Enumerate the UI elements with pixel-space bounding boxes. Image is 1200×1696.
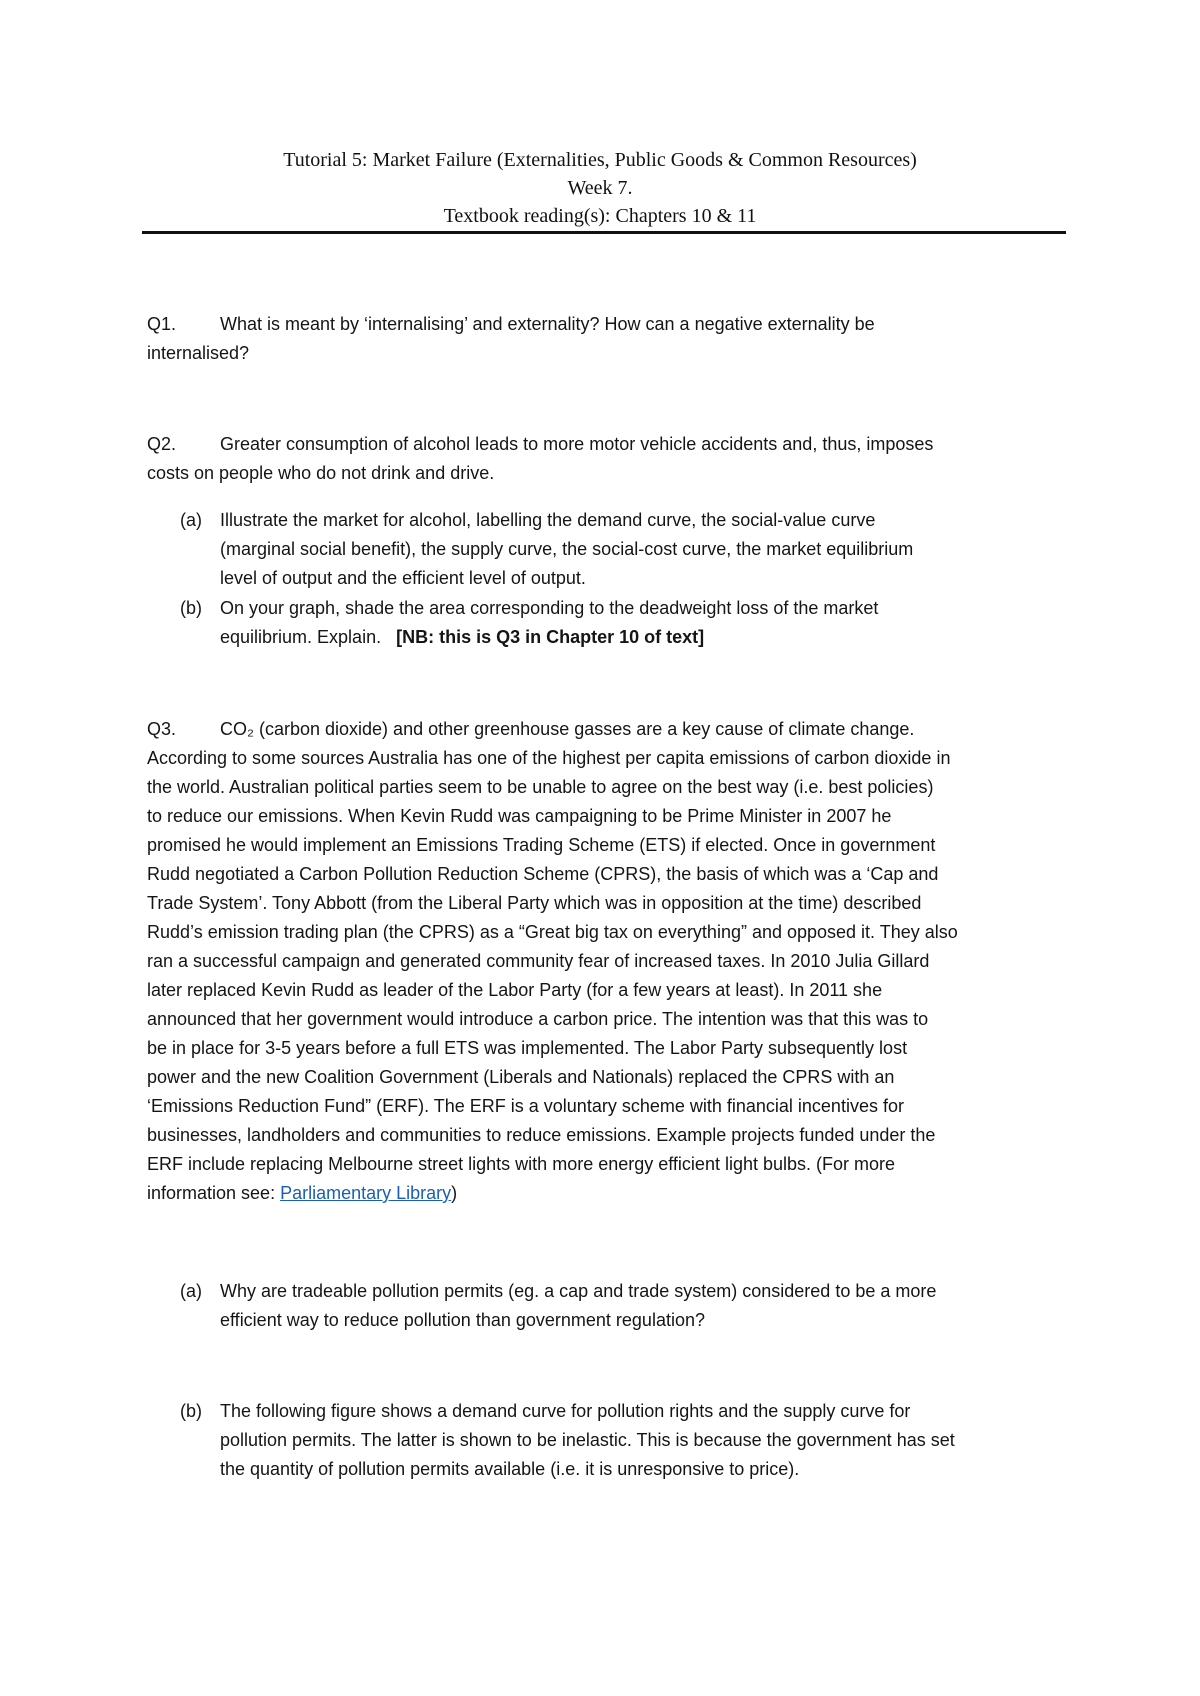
reference-suffix: ) <box>451 1183 458 1203</box>
question-text-line: later replaced Kevin Rudd as leader of the Labor Party (for a few years at least). In 2011 she <box>147 980 883 1000</box>
header-divider <box>142 231 1066 234</box>
part-label: (a) <box>180 510 202 530</box>
week-label: Week 7. <box>567 177 633 199</box>
part-text-line: pollution permits. The latter is shown to be inelastic. This is because the government has set <box>220 1430 955 1450</box>
question-text-line <box>147 1179 1067 1208</box>
tutorial-header <box>140 146 1060 230</box>
part-label: (a) <box>180 1281 202 1301</box>
part-text-line: efficient way to reduce pollution than government regulation? <box>220 1310 705 1330</box>
question-text-line: ‘Emissions Reduction Fund” (ERF). The ERF is a voluntary scheme with financial incentives for <box>147 1096 904 1116</box>
part-text-line: the quantity of pollution permits available (i.e. it is unresponsive to price). <box>220 1459 800 1479</box>
question-text-line: be in place for 3-5 years before a full ETS was implemented. The Labor Party subsequently lost <box>147 1038 908 1058</box>
question-text-line: to reduce our emissions. When Kevin Rudd was campaigning to be Prime Minister in 2007 he <box>147 806 892 826</box>
question-text-line: Greater consumption of alcohol leads to more motor vehicle accidents and, thus, imposes <box>220 434 934 454</box>
question-text-line: power and the new Coalition Government (Liberals and Nationals) replaced the CPRS with an <box>147 1067 895 1087</box>
part-text-line: (marginal social benefit), the supply curve, the social-cost curve, the market equilibrium <box>220 539 914 559</box>
question-text-line: internalised? <box>147 343 250 363</box>
question-text-line: promised he would implement an Emissions Trading Scheme (ETS) if elected. Once in government <box>147 835 936 855</box>
part-text-line: The following figure shows a demand curve for pollution rights and the supply curve for <box>220 1401 911 1421</box>
part-text-line <box>220 623 1060 652</box>
question-2-part-b <box>180 594 1060 652</box>
question-text-line: costs on people who do not drink and drive. <box>147 463 495 483</box>
question-text-line: the world. Australian political parties seem to be unable to agree on the best way (i.e. best policies) <box>147 777 934 797</box>
question-2-part-a <box>180 506 1060 593</box>
part-label: (b) <box>180 1401 202 1421</box>
textbook-reading: Textbook reading(s): Chapters 10 & 11 <box>443 205 757 227</box>
question-text-line: ERF include replacing Melbourne street lights with more energy efficient light bulbs. (For more <box>147 1154 896 1174</box>
part-label: (b) <box>180 598 202 618</box>
part-text: equilibrium. Explain. <box>220 627 382 647</box>
question-3-part-b <box>180 1397 1060 1484</box>
question-number: Q2. <box>147 434 177 454</box>
question-text-line: ran a successful campaign and generated community fear of increased taxes. In 2010 Julia Gillard <box>147 951 930 971</box>
part-text-line: Why are tradeable pollution permits (eg. a cap and trade system) considered to be a more <box>220 1281 937 1301</box>
question-text-line: According to some sources Australia has one of the highest per capita emissions of carbon dioxide in <box>147 748 951 768</box>
question-text-line: businesses, landholders and communities to reduce emissions. Example projects funded under the <box>147 1125 936 1145</box>
part-text-line: On your graph, shade the area corresponding to the deadweight loss of the market <box>220 598 879 618</box>
question-2 <box>147 430 1067 488</box>
question-text-line: CO₂ (carbon dioxide) and other greenhouse gasses are a key cause of climate change. <box>220 719 915 739</box>
part-text-line: level of output and the efficient level of output. <box>220 568 586 588</box>
tutorial-title: Tutorial 5: Market Failure (Externalities, Public Goods & Common Resources) <box>283 149 917 171</box>
textbook-note: [NB: this is Q3 in Chapter 10 of text] <box>396 627 705 647</box>
question-3-part-a <box>180 1277 1060 1335</box>
question-number: Q3. <box>147 719 177 739</box>
question-text-line: announced that her government would introduce a carbon price. The intention was that this was to <box>147 1009 929 1029</box>
reference-prefix: information see: <box>147 1183 281 1203</box>
question-3 <box>147 715 1067 1208</box>
question-text-line: Trade System’. Tony Abbott (from the Liberal Party which was in opposition at the time) described <box>147 893 922 913</box>
question-text-line: What is meant by ‘internalising’ and externality? How can a negative externality be <box>220 314 875 334</box>
question-text-line: Rudd negotiated a Carbon Pollution Reduction Scheme (CPRS), the basis of which was a ‘Cap and <box>147 864 939 884</box>
question-text-line: Rudd’s emission trading plan (the CPRS) as a “Great big tax on everything” and opposed it. They also <box>147 922 958 942</box>
part-text-line: Illustrate the market for alcohol, labelling the demand curve, the social-value curve <box>220 510 876 530</box>
question-number: Q1. <box>147 314 177 334</box>
parliamentary-library-link[interactable]: Parliamentary Library <box>280 1183 452 1203</box>
question-1 <box>147 310 1067 368</box>
